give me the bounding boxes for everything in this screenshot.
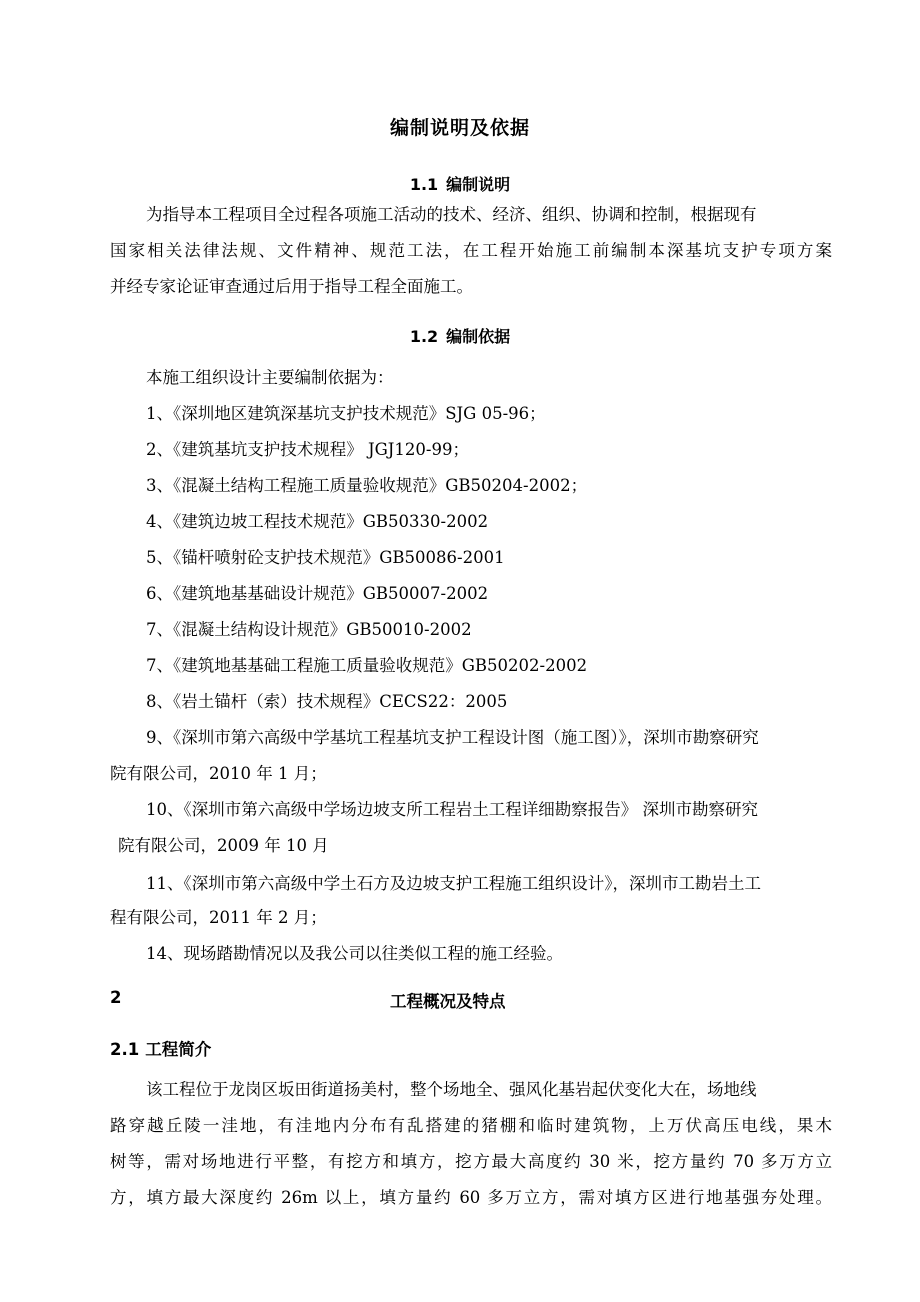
heading-1-1: [0, 172, 920, 195]
paragraph-line: 路穿越丘陵一洼地，有洼地内分布有乱搭建的猪棚和临时建筑物，上万伏高压电线，果木: [110, 1116, 832, 1135]
intro-line: 本施工组织设计主要编制依据为：: [146, 368, 394, 387]
heading-number: 2: [110, 988, 122, 1007]
heading-text: 编制说明: [446, 175, 511, 194]
list-item-continuation: 程有限公司，2011 年 2 月；: [110, 908, 327, 927]
list-item: 5、《锚杆喷射砼支护技术规范》GB50086-2001: [146, 548, 505, 567]
heading-text: 工程简介: [145, 1040, 212, 1059]
heading-number: 1.2: [409, 327, 439, 346]
list-item-continuation: 院有限公司，2009 年 10 月: [118, 836, 329, 855]
heading-number: 2.1: [110, 1040, 140, 1059]
list-item: 7、《混凝土结构设计规范》GB50010-2002: [146, 620, 472, 639]
paragraph-line: 国家相关法律法规、文件精神、规范工法，在工程开始施工前编制本深基坑支护专项方案: [110, 241, 832, 260]
list-item: 10、《深圳市第六高级中学场边坡支所工程岩土工程详细勘察报告》 深圳市勘察研究: [146, 800, 758, 819]
paragraph-line: 方，填方最大深度约 26m 以上，填方量约 60 多万立方，需对填方区进行地基强夯处理。: [110, 1188, 832, 1207]
list-item: 9、《深圳市第六高级中学基坑工程基坑支护工程设计图（施工图）》，深圳市勘察研究: [146, 728, 759, 747]
heading-2: [110, 988, 832, 1011]
heading-text: 工程概况及特点: [390, 992, 506, 1011]
heading-1-2: [0, 324, 920, 347]
paragraph-line: 树等，需对场地进行平整，有挖方和填方，挖方最大高度约 30 米，挖方量约 70 多万方立: [110, 1152, 832, 1171]
list-item: 2、《建筑基坑支护技术规程》 JGJ120-99；: [146, 440, 469, 459]
list-item: 1、《深圳地区建筑深基坑支护技术规范》SJG 05-96；: [146, 404, 546, 423]
list-item: 3、《混凝土结构工程施工质量验收规范》GB50204-2002；: [146, 476, 588, 495]
paragraph-line: 并经专家论证审查通过后用于指导工程全面施工。: [110, 277, 473, 296]
heading-text: 编制依据: [446, 327, 511, 346]
list-item: 6、《建筑地基基础设计规范》GB50007-2002: [146, 584, 489, 603]
list-item: 14、现场踏勘情况以及我公司以往类似工程的施工经验。: [146, 944, 563, 963]
document-title: 编制说明及依据: [389, 117, 530, 139]
list-item: 4、《建筑边坡工程技术规范》GB50330-2002: [146, 512, 489, 531]
list-item-continuation: 院有限公司，2010 年 1 月；: [110, 764, 327, 783]
list-item: 8、《岩土锚杆（索）技术规程》CECS22：2005: [146, 692, 508, 711]
list-item: 7、《建筑地基基础工程施工质量验收规范》GB50202-2002: [146, 656, 588, 675]
paragraph-line: 该工程位于龙岗区坂田街道扬美村，整个场地全、强风化基岩起伏变化大在，场地线: [146, 1080, 757, 1099]
paragraph-line: 为指导本工程项目全过程各项施工活动的技术、经济、组织、协调和控制，根据现有: [146, 205, 757, 224]
heading-2-1: [110, 1036, 211, 1060]
heading-number: 1.1: [409, 175, 439, 194]
list-item: 11、《深圳市第六高级中学土石方及边坡支护工程施工组织设计》，深圳市工勘岩土工: [146, 874, 761, 893]
